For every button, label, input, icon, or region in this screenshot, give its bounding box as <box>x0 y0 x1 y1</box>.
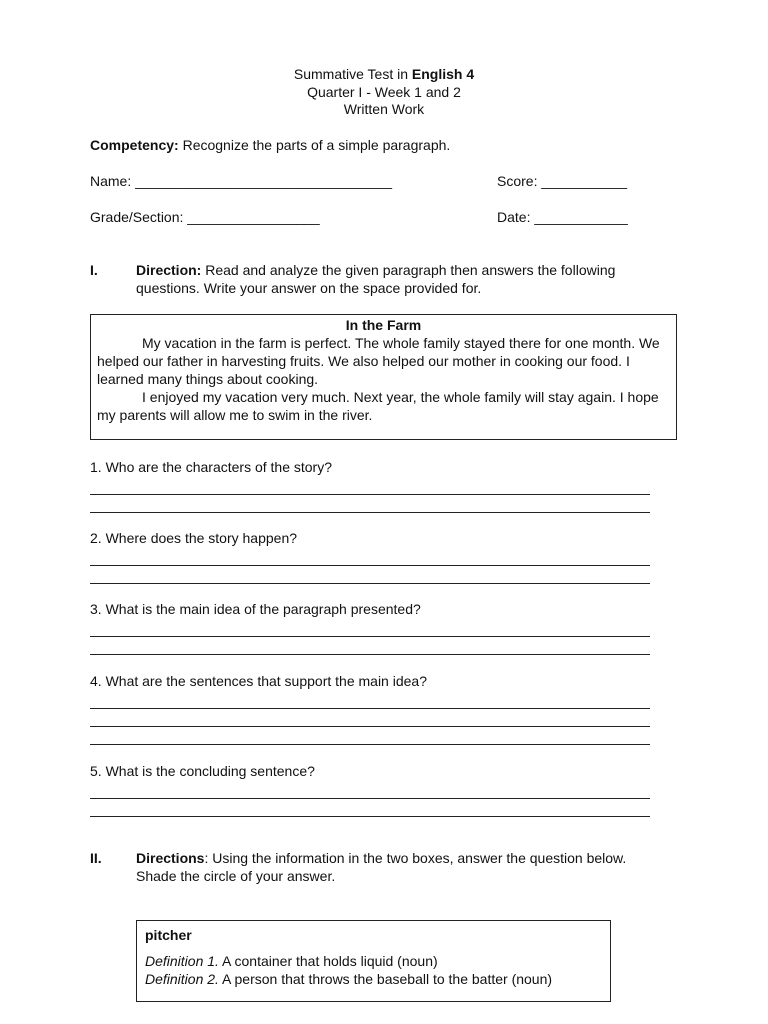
definition-2-text: A person that throws the baseball to the batter (noun) <box>218 971 553 987</box>
test-title <box>0 66 768 82</box>
test-type: Written Work <box>343 101 425 117</box>
section-1-text-line1: Read and analyze the given paragraph then answers the following <box>201 262 616 278</box>
definition-2-label: Definition 2. <box>145 971 219 987</box>
definition-1-text: A container that holds liquid (noun) <box>218 953 438 969</box>
answer-line[interactable] <box>90 744 650 745</box>
question-4: 4. What are the sentences that support the main idea? <box>90 673 427 689</box>
section-2-label: Directions <box>136 850 205 866</box>
story-box <box>90 314 677 440</box>
test-subject: English 4 <box>411 66 475 82</box>
test-title-prefix: Summative Test in <box>293 66 412 82</box>
answer-line[interactable] <box>90 708 650 709</box>
story-paragraph-2: I enjoyed my vacation very much. Next year, the whole family will stay again. I hope my parents will allow me to swim in the river. <box>97 389 659 423</box>
section-2-text-line2: Shade the circle of your answer. <box>136 868 336 884</box>
question-5: 5. What is the concluding sentence? <box>90 763 315 779</box>
question-2: 2. Where does the story happen? <box>90 530 298 546</box>
score-field[interactable]: Score: ___________ <box>497 173 627 189</box>
section-2-text-line1: : Using the information in the two boxes, answer the question below. <box>204 850 627 866</box>
competency-text: Recognize the parts of a simple paragraph. <box>178 137 451 153</box>
competency <box>90 137 450 153</box>
answer-line[interactable] <box>90 512 650 513</box>
date-field[interactable]: Date: ____________ <box>497 209 628 225</box>
name-field[interactable]: Name: _________________________________ <box>90 173 393 189</box>
answer-line[interactable] <box>90 494 650 495</box>
section-1-text-line2: questions. Write your answer on the space provided for. <box>136 280 482 296</box>
story-paragraph-1: My vacation in the farm is perfect. The whole family stayed there for one month. We helped our father in harvesting fruits. We also helped our mother in cooking our food. I learned many things about cooking. <box>97 335 660 387</box>
section-1-direction <box>136 262 615 278</box>
question-3: 3. What is the main idea of the paragraph presented? <box>90 601 421 617</box>
section-1-label: Direction: <box>136 262 202 278</box>
grade-section-field[interactable]: Grade/Section: _________________ <box>90 209 320 225</box>
question-1: 1. Who are the characters of the story? <box>90 459 333 475</box>
answer-line[interactable] <box>90 726 650 727</box>
competency-label: Competency: <box>90 137 179 153</box>
answer-line[interactable] <box>90 654 650 655</box>
answer-line[interactable] <box>90 798 650 799</box>
definition-word: pitcher <box>145 927 192 943</box>
definition-1-label: Definition 1. <box>145 953 219 969</box>
section-2-numeral: II. <box>90 850 102 866</box>
answer-line[interactable] <box>90 583 650 584</box>
answer-line[interactable] <box>90 636 650 637</box>
definition-1 <box>145 952 602 970</box>
story-title: In the Farm <box>345 317 422 333</box>
section-2-direction <box>136 850 626 866</box>
test-quarter: Quarter I - Week 1 and 2 <box>307 84 461 100</box>
section-1-numeral: I. <box>90 262 98 278</box>
definition-2 <box>145 970 602 988</box>
answer-line[interactable] <box>90 816 650 817</box>
definition-box <box>136 920 611 1002</box>
answer-line[interactable] <box>90 565 650 566</box>
